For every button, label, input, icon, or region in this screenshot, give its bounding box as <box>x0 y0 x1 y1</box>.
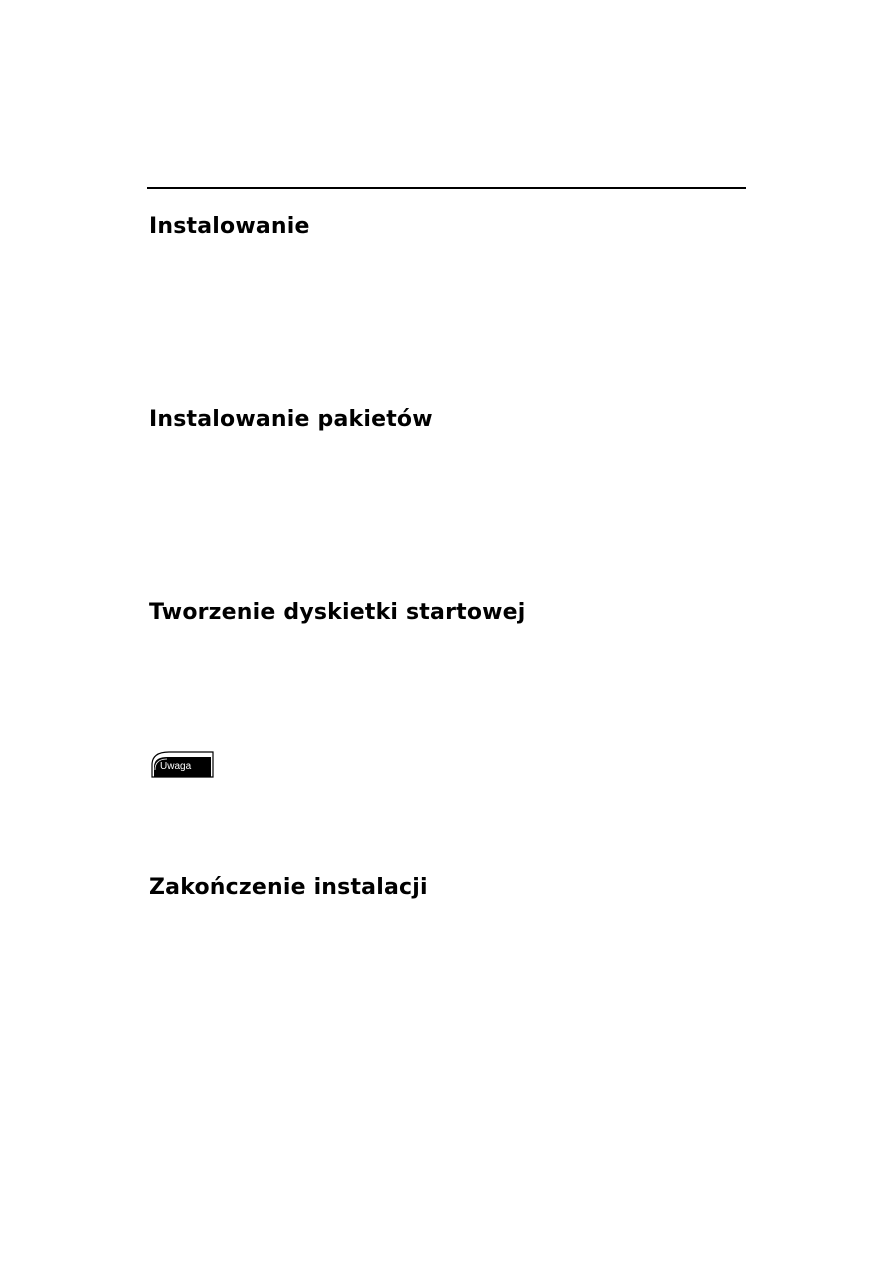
note-badge <box>149 750 215 780</box>
note-badge-label: Uwaga <box>160 761 192 772</box>
section-heading-dyskietka-startowa: Tworzenie dyskietki startowej <box>149 600 526 625</box>
section-heading-zakonczenie-instalacji: Zakończenie instalacji <box>149 875 428 900</box>
top-rule <box>147 187 746 189</box>
section-heading-instalowanie-pakietow: Instalowanie pakietów <box>149 407 433 432</box>
section-heading-instalowanie: Instalowanie <box>149 214 310 239</box>
